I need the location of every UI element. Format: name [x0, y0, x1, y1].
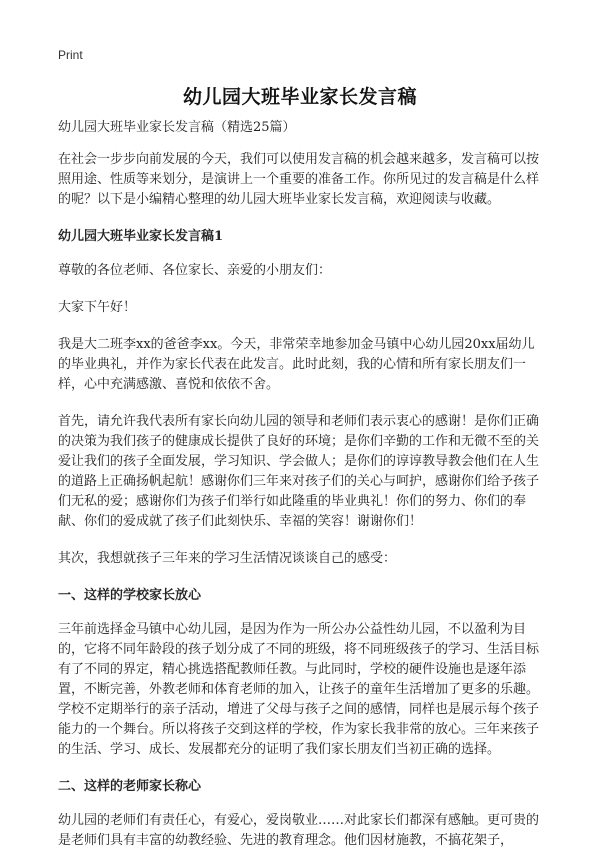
- intro-paragraph: 在社会一步步向前发展的今天，我们可以使用发言稿的机会越来越多，发言稿可以按照用途、性质等来划分，是演讲上一个重要的准备工作。你所见过的发言稿是什么样的呢？以下是小编精心整理的幼儿园大班毕业家长发言稿，欢迎阅读与收藏。: [58, 152, 540, 207]
- hello-paragraph: 大家下午好！: [58, 300, 137, 315]
- body-paragraph-4: 三年前选择金马镇中心幼儿园，是因为作为一所公办公益性幼儿园，不以盈利为目的，它将不同年龄段的孩子划分成了不同的班级，将不同班级孩子的学习、生活目标有了不同的界定，精心挑选搭配教师任教。与此同时，学校的硬件设施也是逐年添置，不断完善，外教老师和体育老师的加入，让孩子的童年生活增加了更多的乐趣。学校不定期举行的亲子活动，增进了父母与孩子之间的感情，同样也是展示每个孩子能力的一个舞台。所以将孩子交到这样的学校，作为家长我非常的放心。三年来孩子的生活、学习、成长、发展都充分的证明了我们家长朋友们当初正确的选择。: [58, 622, 540, 757]
- subheading-two: 二、这样的老师家长称心: [58, 779, 202, 794]
- print-label: Print: [58, 48, 83, 62]
- body-paragraph-2: 首先，请允许我代表所有家长向幼儿园的领导和老师们表示衷心的感谢！是你们正确的决策为我们孩子的健康成长提供了良好的环境；是你们辛勤的工作和无微不至的关爱让我们的孩子全面发展，学习知识、学会做人；是你们的谆谆教导教会他们在人生的道路上正确扬帆起航！感谢你们三年来对孩子们的关心与呵护，感谢你们给予孩子们无私的爱；感谢你们为孩子们举行如此隆重的毕业典礼！你们的努力、你们的奉献、你们的爱成就了孩子们此刻快乐、幸福的笑容！谢谢你们！: [58, 414, 540, 529]
- section-heading-1: 幼儿园大班毕业家长发言稿1: [58, 229, 224, 244]
- greeting-paragraph: 尊敬的各位老师、各位家长、亲爱的小朋友们：: [58, 263, 332, 278]
- document-body: [58, 118, 544, 868]
- body-paragraph-3: 其次，我想就孩子三年来的学习生活情况谈谈自己的感受：: [58, 551, 397, 566]
- body-paragraph-5: 幼儿园的老师们有责任心，有爱心，爱岗敬业……对此家长们都深有感触。更可贵的是老师们具有丰富的幼教经验、先进的教育理念。他们因材施教，不搞花架子，: [58, 813, 540, 848]
- body-paragraph-1: 我是大二班李xx的爸爸李xx。今天，非常荣幸地参加金马镇中心幼儿园20xx届幼儿的毕业典礼，并作为家长代表在此发言。此时此刻，我的心情和所有家长朋友们一样，心中充满感激、喜悦和依依不舍。: [58, 337, 535, 392]
- document-subtitle: 幼儿园大班毕业家长发言稿（精选25篇）: [58, 120, 296, 135]
- subheading-one: 一、这样的学校家长放心: [58, 588, 202, 603]
- page-title: 幼儿园大班毕业家长发言稿: [182, 86, 417, 108]
